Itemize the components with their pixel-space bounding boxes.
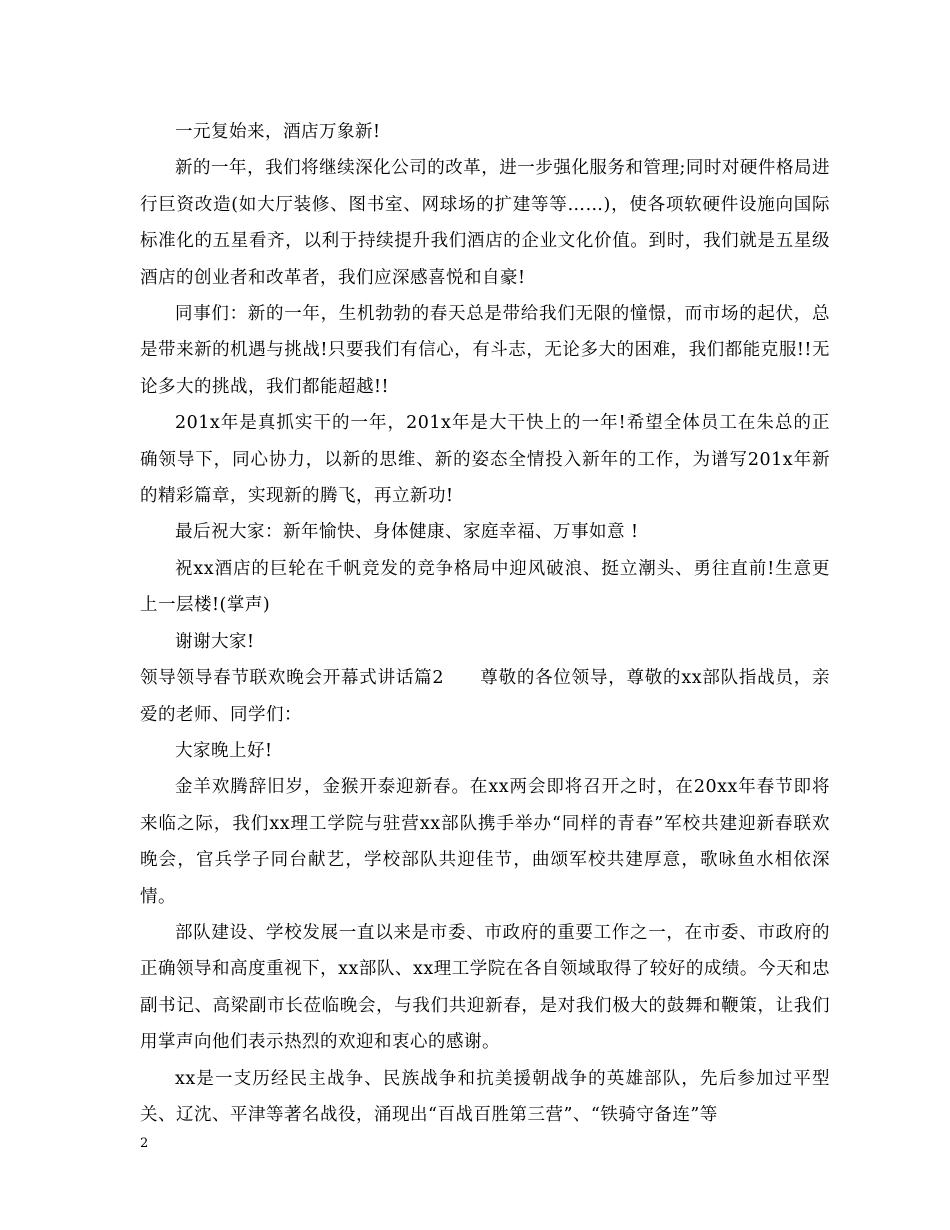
paragraph: 一元复始来，酒店万象新! bbox=[175, 122, 381, 142]
paragraph: xx是一支历经民主战争、民族战争和抗美援朝战争的英雄部队，先后参加过平型关、辽沈、平津等著名战役，涌现出“百战百胜第三营”、“铁骑守备连”等 bbox=[140, 1068, 830, 1125]
paragraph: 金羊欢腾辞旧岁，金猴开泰迎新春。在xx两会即将召开之时，在20xx年春节即将来临之际，我们xx理工学院与驻营xx部队携手举办“同样的青春”军校共建迎新春联欢晚会，官兵学子同台献艺，学校部队共迎佳节，曲颂军校共建厚意，歌咏鱼水相依深情。 bbox=[140, 777, 830, 907]
document-body bbox=[140, 114, 830, 1133]
page-number: 2 bbox=[140, 1136, 149, 1151]
paragraph: 部队建设、学校发展一直以来是市委、市政府的重要工作之一，在市委、市政府的正确领导和高度重视下，xx部队、xx理工学院在各自领域取得了较好的成绩。今天和忠副书记、高梁副市长莅临晚会，与我们共迎新春，是对我们极大的鼓舞和鞭策，让我们用掌声向他们表示热烈的欢迎和衷心的感谢。 bbox=[140, 922, 830, 1053]
paragraph: 同事们：新的一年，生机勃勃的春天总是带给我们无限的憧憬，而市场的起伏，总是带来新的机遇与挑战!只要我们有信心，有斗志，无论多大的困难，我们都能克服!!无论多大的挑战，我们都能超越!! bbox=[140, 304, 830, 397]
section-opening: 尊敬的各位领导，尊敬的xx部队指战员，亲爱的老师、同学们： bbox=[140, 668, 830, 725]
paragraph: 祝xx酒店的巨轮在千帆竞发的竞争格局中迎风破浪、挺立潮头、勇往直前!生意更上一层楼!(掌声) bbox=[140, 558, 830, 616]
paragraph: 201x年是真抓实干的一年，201x年是大干快上的一年!希望全体员工在朱总的正确领导下，同心协力，以新的思维、新的姿态全情投入新年的工作，为谱写201x年新的精彩篇章，实现新的腾飞，再立新功! bbox=[140, 413, 830, 507]
paragraph: 新的一年，我们将继续深化公司的改革，进一步强化服务和管理;同时对硬件格局进行巨资改造(如大厅装修、图书室、网球场的扩建等等……)，使各项软硬件设施向国际标准化的五星看齐，以利于持续提升我们酒店的企业文化价值。到时，我们就是五星级酒店的创业者和改革者，我们应深感喜悦和自豪! bbox=[140, 158, 830, 288]
paragraph: 谢谢大家! bbox=[175, 631, 255, 652]
paragraph: 大家晚上好! bbox=[175, 740, 273, 761]
section-heading: 领导领导春节联欢晚会开幕式讲话篇2 bbox=[140, 668, 445, 689]
section-heading-paragraph bbox=[140, 660, 830, 733]
paragraph: 最后祝大家：新年愉快、身体健康、家庭幸福、万事如意 ! bbox=[175, 522, 639, 543]
